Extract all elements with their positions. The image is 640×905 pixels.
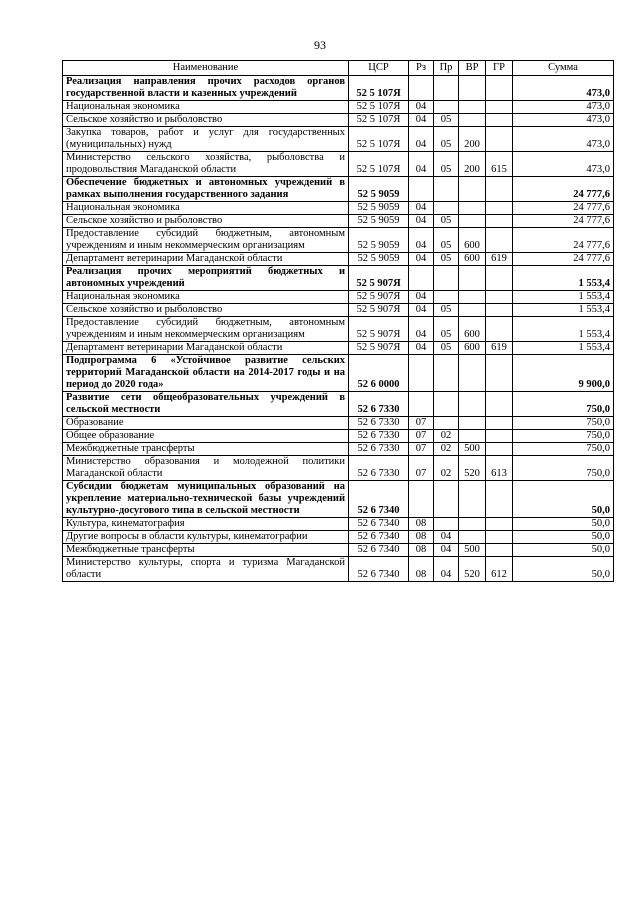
cell-rz [409,355,434,392]
table-row [63,342,614,355]
cell-name: Субсидии бюджетам муниципальных образований на укрепление материально-технической базы учреждений культурно-досугового типа в сельской местности [63,481,349,518]
cell-pr [434,417,459,430]
cell-sum: 1 553,4 [513,342,614,355]
table-row [63,430,614,443]
cell-gr: 619 [486,253,513,266]
cell-name: Образование [63,417,349,430]
table-row-section [63,177,614,202]
cell-sum: 750,0 [513,456,614,481]
cell-gr [486,304,513,317]
cell-name: Предоставление субсидий бюджетным, автономным учреждениям и иным некоммерческим организациям [63,228,349,253]
cell-gr [486,266,513,291]
table-header-row [63,61,614,76]
cell-vr [459,202,486,215]
cell-rz: 04 [409,127,434,152]
table-row-section [63,76,614,101]
table-row-section [63,355,614,392]
table-row [63,253,614,266]
cell-gr [486,291,513,304]
cell-name: Другие вопросы в области культуры, кинематографии [63,531,349,544]
table-row [63,443,614,456]
cell-name: Межбюджетные трансферты [63,443,349,456]
cell-gr [486,101,513,114]
cell-name: Подпрограмма 6 «Устойчивое развитие сельских территорий Магаданской области на 2014-2017 годы и на период до 2020 года» [63,355,349,392]
cell-vr [459,177,486,202]
cell-vr [459,430,486,443]
cell-csr: 52 5 907Я [349,304,409,317]
cell-rz: 04 [409,291,434,304]
cell-sum: 1 553,4 [513,291,614,304]
cell-rz: 04 [409,202,434,215]
cell-pr: 05 [434,228,459,253]
cell-gr [486,114,513,127]
header-sum: Сумма [513,61,614,76]
cell-pr: 05 [434,317,459,342]
cell-pr: 04 [434,544,459,557]
cell-pr [434,76,459,101]
header-gr: ГР [486,61,513,76]
cell-rz: 07 [409,417,434,430]
cell-vr [459,76,486,101]
cell-vr [459,291,486,304]
cell-rz: 07 [409,456,434,481]
cell-gr [486,443,513,456]
cell-csr: 52 5 907Я [349,266,409,291]
cell-pr: 05 [434,342,459,355]
cell-vr: 600 [459,317,486,342]
cell-sum: 1 553,4 [513,266,614,291]
cell-csr: 52 6 7330 [349,417,409,430]
cell-rz: 04 [409,114,434,127]
cell-csr: 52 6 7330 [349,392,409,417]
cell-pr: 05 [434,114,459,127]
cell-vr: 600 [459,228,486,253]
cell-gr [486,430,513,443]
table-body [63,76,614,582]
cell-gr [486,518,513,531]
cell-csr: 52 5 9059 [349,202,409,215]
cell-rz: 04 [409,101,434,114]
cell-csr: 52 5 907Я [349,291,409,304]
cell-sum: 750,0 [513,430,614,443]
cell-pr: 05 [434,127,459,152]
cell-pr: 05 [434,304,459,317]
cell-csr: 52 5 907Я [349,342,409,355]
cell-gr [486,417,513,430]
cell-sum: 1 553,4 [513,317,614,342]
cell-pr [434,518,459,531]
table-row [63,417,614,430]
cell-name: Развитие сети общеобразовательных учреждений в сельской местности [63,392,349,417]
cell-pr: 05 [434,215,459,228]
cell-sum: 24 777,6 [513,228,614,253]
cell-name: Реализация прочих мероприятий бюджетных и автономных учреждений [63,266,349,291]
cell-rz: 08 [409,544,434,557]
cell-sum: 1 553,4 [513,304,614,317]
header-vr: ВР [459,61,486,76]
cell-name: Министерство культуры, спорта и туризма Магаданской области [63,557,349,582]
cell-rz [409,481,434,518]
cell-rz: 04 [409,304,434,317]
table-row [63,152,614,177]
cell-sum: 473,0 [513,101,614,114]
cell-rz: 08 [409,557,434,582]
budget-table [62,60,614,582]
table-row [63,456,614,481]
cell-gr [486,228,513,253]
cell-name: Реализация направления прочих расходов органов государственной власти и казенных учреждений [63,76,349,101]
table-row [63,202,614,215]
cell-pr [434,266,459,291]
table-row [63,228,614,253]
cell-vr [459,101,486,114]
cell-vr: 600 [459,253,486,266]
cell-gr [486,481,513,518]
cell-name: Министерство сельского хозяйства, рыболовства и продовольствия Магаданской области [63,152,349,177]
cell-sum: 473,0 [513,152,614,177]
cell-name: Предоставление субсидий бюджетным, автономным учреждениям и иным некоммерческим организациям [63,317,349,342]
cell-sum: 750,0 [513,392,614,417]
cell-sum: 24 777,6 [513,253,614,266]
cell-csr: 52 5 107Я [349,127,409,152]
cell-csr: 52 5 107Я [349,76,409,101]
cell-gr [486,215,513,228]
cell-pr: 04 [434,531,459,544]
cell-vr [459,392,486,417]
cell-vr: 200 [459,127,486,152]
table-row [63,317,614,342]
header-pr: Пр [434,61,459,76]
cell-csr: 52 6 7330 [349,430,409,443]
cell-gr [486,177,513,202]
cell-pr [434,202,459,215]
cell-csr: 52 5 9059 [349,253,409,266]
cell-name: Национальная экономика [63,202,349,215]
cell-rz: 04 [409,152,434,177]
cell-sum: 50,0 [513,518,614,531]
header-name: Наименование [63,61,349,76]
cell-csr: 52 5 9059 [349,177,409,202]
cell-csr: 52 6 7340 [349,544,409,557]
cell-name: Департамент ветеринарии Магаданской области [63,342,349,355]
cell-gr [486,202,513,215]
table-row [63,101,614,114]
cell-vr [459,518,486,531]
cell-pr: 02 [434,443,459,456]
cell-rz: 04 [409,228,434,253]
cell-sum: 473,0 [513,127,614,152]
table-row [63,304,614,317]
cell-sum: 24 777,6 [513,202,614,215]
cell-name: Сельское хозяйство и рыболовство [63,114,349,127]
cell-sum: 750,0 [513,417,614,430]
cell-vr: 500 [459,443,486,456]
cell-name: Национальная экономика [63,101,349,114]
table-row [63,291,614,304]
cell-pr: 05 [434,152,459,177]
cell-name: Национальная экономика [63,291,349,304]
cell-name: Закупка товаров, работ и услуг для государственных (муниципальных) нужд [63,127,349,152]
cell-pr [434,101,459,114]
cell-pr [434,355,459,392]
cell-gr [486,531,513,544]
cell-sum: 750,0 [513,443,614,456]
table-row [63,518,614,531]
cell-csr: 52 6 0000 [349,355,409,392]
cell-pr [434,291,459,304]
cell-sum: 50,0 [513,481,614,518]
cell-csr: 52 5 9059 [349,228,409,253]
cell-sum: 24 777,6 [513,177,614,202]
cell-vr [459,481,486,518]
header-csr: ЦСР [349,61,409,76]
cell-gr: 619 [486,342,513,355]
cell-vr [459,355,486,392]
cell-pr: 02 [434,430,459,443]
cell-rz [409,392,434,417]
cell-sum: 24 777,6 [513,215,614,228]
cell-csr: 52 6 7330 [349,443,409,456]
cell-rz: 04 [409,253,434,266]
table-row [63,557,614,582]
cell-gr [486,127,513,152]
cell-name: Министерство образования и молодежной политики Магаданской области [63,456,349,481]
cell-vr: 500 [459,544,486,557]
cell-csr: 52 6 7330 [349,456,409,481]
cell-name: Культура, кинематография [63,518,349,531]
cell-vr: 520 [459,456,486,481]
cell-name: Департамент ветеринарии Магаданской области [63,253,349,266]
cell-vr: 600 [459,342,486,355]
cell-gr [486,317,513,342]
cell-rz [409,266,434,291]
table-row-section [63,266,614,291]
table-row [63,114,614,127]
table-row [63,127,614,152]
cell-csr: 52 6 7340 [349,518,409,531]
cell-pr [434,481,459,518]
cell-pr: 05 [434,253,459,266]
cell-rz [409,76,434,101]
table-row [63,544,614,557]
cell-vr: 520 [459,557,486,582]
cell-sum: 50,0 [513,531,614,544]
cell-vr [459,531,486,544]
cell-csr: 52 5 107Я [349,114,409,127]
cell-sum: 9 900,0 [513,355,614,392]
cell-csr: 52 6 7340 [349,557,409,582]
cell-vr [459,266,486,291]
cell-gr [486,392,513,417]
cell-gr: 613 [486,456,513,481]
cell-gr: 612 [486,557,513,582]
cell-pr [434,392,459,417]
cell-csr: 52 6 7340 [349,531,409,544]
cell-csr: 52 5 107Я [349,101,409,114]
cell-pr: 04 [434,557,459,582]
cell-rz: 04 [409,317,434,342]
table-row-section [63,481,614,518]
cell-gr [486,355,513,392]
cell-vr: 200 [459,152,486,177]
cell-pr: 02 [434,456,459,481]
cell-vr [459,114,486,127]
cell-rz: 08 [409,531,434,544]
table-row-section [63,392,614,417]
cell-csr: 52 5 907Я [349,317,409,342]
cell-rz [409,177,434,202]
cell-name: Обеспечение бюджетных и автономных учреждений в рамках выполнения государственного задания [63,177,349,202]
cell-vr [459,417,486,430]
cell-gr [486,76,513,101]
cell-rz: 08 [409,518,434,531]
cell-name: Общее образование [63,430,349,443]
cell-csr: 52 5 107Я [349,152,409,177]
cell-name: Сельское хозяйство и рыболовство [63,215,349,228]
cell-vr [459,215,486,228]
cell-rz: 07 [409,430,434,443]
cell-vr [459,304,486,317]
header-rz: Рз [409,61,434,76]
cell-rz: 04 [409,215,434,228]
cell-gr: 615 [486,152,513,177]
cell-rz: 04 [409,342,434,355]
cell-gr [486,544,513,557]
cell-csr: 52 5 9059 [349,215,409,228]
cell-sum: 50,0 [513,544,614,557]
cell-csr: 52 6 7340 [349,481,409,518]
page-number: 93 [314,38,326,52]
cell-sum: 473,0 [513,114,614,127]
cell-name: Межбюджетные трансферты [63,544,349,557]
cell-rz: 07 [409,443,434,456]
cell-sum: 473,0 [513,76,614,101]
cell-sum: 50,0 [513,557,614,582]
table-row [63,531,614,544]
table-row [63,215,614,228]
cell-name: Сельское хозяйство и рыболовство [63,304,349,317]
cell-pr [434,177,459,202]
